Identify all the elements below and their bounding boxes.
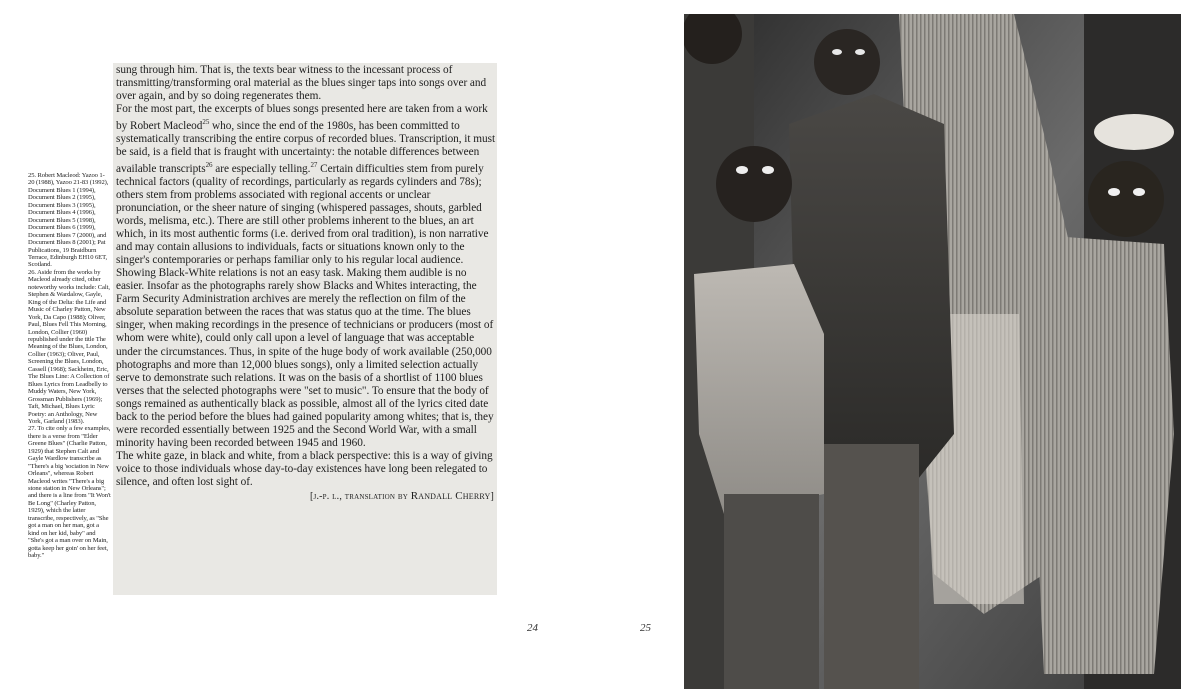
footnote-ref-26: 26 bbox=[205, 161, 213, 170]
credit-suffix: ] bbox=[490, 491, 494, 503]
credit-name: Randall Cherry bbox=[410, 490, 491, 503]
paragraph-1: sung through him. That is, the texts bear witness to the incessant process of transmitting/transforming oral material as the blues singer taps into songs over and over again, and by so doing regenerates them. bbox=[116, 64, 487, 103]
page-number-right: 25 bbox=[640, 622, 651, 634]
paragraph-3: Showing Black-White relations is not an easy task. Making them audible is no easier. Insofar as the photographs rarely show Blacks and Whites interacting, the Farm Security Administration archives are merely the reflection on film of the absolute separation between the races that was status quo at the time. The blues singer, when making recordings in the presence of technicians or producers (most of whom were white), could only call upon a level of language that was acceptable under the circumstances. Thus, in spite of the huge body of work available (250,000 photographs and more than 12,000 blues songs), only a limited selection actually serve to demonstrate such relations. It was on the basis of a shortlist of 1100 blues verses that the selected photographs were "set to music". To ensure that the body of songs remained as authentically black as possible, almost all of the lyrics cited date back to the period before the blues had gained popularity among whites; that is, they were recorded essentially between 1925 and the Second World War, with a small minority having been recorded between 1945 and 1960. bbox=[116, 267, 494, 449]
footnotes: 25. Robert Macleod: Yazoo 1-20 (1988), Yazoo 21-83 (1992), Document Blues 1 (1994), Document Blues 2 (1995), Document Blues 3 (1995), Document Blues 4 (1996), Document Blues 5 (1998), Document Blues 6 (1999), Document Blues 7 (2000), and Document Blues 8 (2001); Pat Publications, 19 Braidburn Terrace, Edinburgh EH10 6ET, Scotland. 26. Aside from the works by Macleod already cited, other noteworthy works include: Calt, Stephen & Wardalow, Gayle, King of the Delta: the Life and Music of Charley Patton, New York, Da Capo (1988); Oliver, Paul, Blues Fell This Morning, London, Collier (1960) republished under the title The Meaning of the Blues, London, Collier (1963); Oliver, Paul, Screening the Blues, London, Cassell (1968); Sackheim, Eric, The Blues Line: A Collection of Blues Lyrics from Leadbelly to Muddy Waters, New York, Grossman Publishers (1969); Taft, Michael, Blues Lyric Poetry: an Anthology, New York, Garland (1983). 27. To cite only a few examples, there is a verse from "Elder Greene Blues" (Charlie Patton, 1929) that Stephen Calt and Gayle Wardlow transcribe as "There's a big 'sociation in New Orleans", whereas Robert Macleod writes "There's a big stone station in New Orleans"; and there is a line from "It Won't Be Long" (Charley Patton, 1929), which the latter transcribe, respectively, as "She got a man on her man, got a kind on her kid, baby" and "She's got a man over on Main, gotta keep her goin' on her feet, baby." bbox=[28, 172, 111, 560]
photograph bbox=[684, 14, 1181, 689]
paragraph-2-part-a: For the most part, the excerpts of blues songs presented here are taken from a work by Robert Macleod bbox=[116, 103, 488, 132]
photograph-illustration bbox=[684, 14, 1181, 689]
paragraph-4: The white gaze, in black and white, from a black perspective: this is a way of giving voice to those individuals whose day-to-day existences have long been relegated to silence, and often lost sight of. bbox=[116, 449, 493, 488]
credit-prefix: [j.-p. l., translation by bbox=[309, 491, 411, 503]
page-number-left: 24 bbox=[527, 622, 538, 634]
paragraph-2 bbox=[116, 103, 496, 267]
body-text bbox=[116, 64, 496, 503]
translation-credit bbox=[116, 490, 496, 503]
paragraph-2-part-c: are especially telling. bbox=[212, 162, 311, 175]
paragraph-2-part-b: who, since the end of the 1980s, has been committed to systematically transcribing the entire corpus of recorded blues. Transcription, it must be said, is a field that is fraught with uncertainty: the notable differences between available transcripts bbox=[116, 119, 496, 175]
footnote-ref-27: 27 bbox=[310, 161, 318, 170]
paragraph-2-part-d: Certain difficulties stem from purely technical factors (quality of recordings, particularly as regards cylinders and 78s); others stem from problems associated with regional accents or unclear pronunciation, or the sheer nature of singing (whispered passages, shouts, garbled words, melisma, etc.). There are still other problems inherent to the blues, an art which, in its most authentic forms (i.e. derived from oral tradition), is non narrative and may contain allusions to individuals, facts or situations known only to the singer's contemporaries or perhaps familiar only to his regular local audience. bbox=[116, 162, 489, 267]
footnote-ref-25: 25 bbox=[202, 118, 210, 127]
